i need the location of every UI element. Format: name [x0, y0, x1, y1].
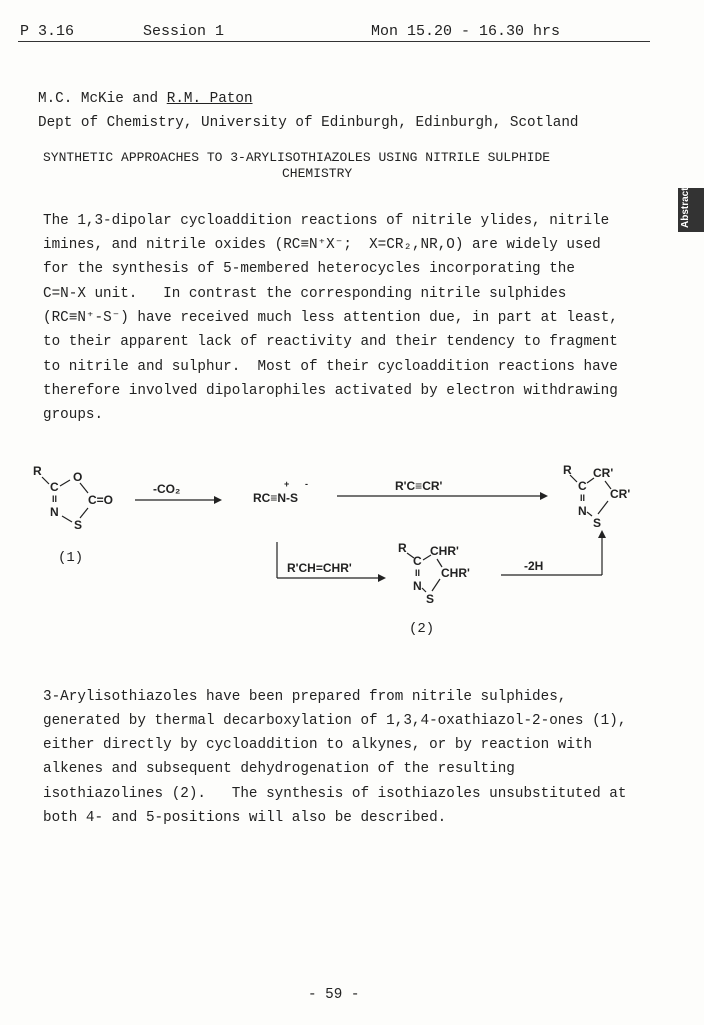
- double-bond: II: [580, 493, 586, 503]
- page-code: P 3.16: [20, 23, 75, 40]
- compound-2-label: (2): [409, 621, 435, 637]
- atom-chr: CHR': [441, 566, 470, 580]
- text-line: 3-Arylisothiazoles have been prepared from nitrile sulphides,: [43, 689, 567, 705]
- author-2: R.M. Paton: [166, 91, 253, 107]
- text-line: C=N-X unit. In contrast the corresponding nitrile sulphides: [43, 286, 567, 302]
- atom-o: O: [73, 470, 83, 484]
- page-number: - 59 -: [308, 987, 360, 1003]
- text-line: generated by thermal decarboxylation of 1,3,4-oxathiazol-2-ones (1),: [43, 713, 627, 729]
- decarboxylation-label: -CO₂: [153, 482, 181, 496]
- atom-r: R: [563, 463, 572, 477]
- nitrile-sulphide: RC≡N-S: [253, 491, 298, 505]
- atom-c: C: [50, 480, 59, 494]
- text-line: to their apparent lack of reactivity and their tendency to fragment: [43, 334, 618, 350]
- atom-r: R: [398, 541, 407, 555]
- atom-r: R: [33, 464, 42, 478]
- minus-charge: -: [305, 479, 308, 489]
- atom-n: N: [50, 505, 59, 519]
- atom-n: N: [578, 504, 587, 518]
- text-line: groups.: [43, 407, 104, 423]
- atom-c: C: [578, 479, 587, 493]
- text-line: both 4- and 5-positions will also be described.: [43, 810, 447, 826]
- text-line: (RC≡N⁺-S⁻) have received much less attention due, in part at least,: [43, 310, 618, 326]
- atom-chr: CHR': [430, 544, 459, 558]
- session-label: Session 1: [143, 23, 225, 40]
- text-line: imines, and nitrile oxides (RC≡N⁺X⁻; X=CR₂,NR,O) are widely used: [43, 237, 601, 253]
- alkyne-reagent: R'C≡CR': [395, 479, 443, 493]
- text-line: therefore involved dipolarophiles activated by electron withdrawing: [43, 383, 618, 399]
- plus-charge: +: [284, 479, 290, 489]
- dehydrogenation-label: -2H: [524, 559, 544, 573]
- side-tab-label: Abstracts: [680, 181, 691, 228]
- atom-n: N: [413, 579, 422, 593]
- alkene-reagent: R'CH=CHR': [287, 561, 352, 575]
- text-line: isothiazolines (2). The synthesis of isothiazoles unsubstituted at: [43, 786, 627, 802]
- atom-cr: CR': [593, 466, 614, 480]
- session-time: Mon 15.20 - 16.30 hrs: [371, 23, 561, 40]
- atom-s: S: [74, 518, 83, 532]
- atom-s: S: [426, 592, 435, 606]
- abstract-title-line-2: CHEMISTRY: [282, 166, 353, 181]
- abstract-title-line-1: SYNTHETIC APPROACHES TO 3-ARYLISOTHIAZOLES USING NITRILE SULPHIDE: [43, 150, 551, 165]
- text-line: to nitrile and sulphur. Most of their cycloaddition reactions have: [43, 359, 618, 375]
- text-line: for the synthesis of 5-membered heterocycles incorporating the: [43, 261, 575, 277]
- carbonyl: C=O: [88, 493, 114, 507]
- double-bond: II: [415, 568, 421, 578]
- affiliation: Dept of Chemistry, University of Edinburgh, Edinburgh, Scotland: [38, 115, 579, 131]
- text-line: either directly by cycloaddition to alkynes, or by reaction with: [43, 737, 593, 753]
- compound-1-label: (1): [58, 550, 84, 566]
- author-1: M.C. McKie: [38, 91, 124, 107]
- atom-s: S: [593, 516, 602, 530]
- atom-c: C: [413, 554, 422, 568]
- authors-and: and: [132, 91, 159, 107]
- double-bond: II: [52, 494, 58, 504]
- text-line: alkenes and subsequent dehydrogenation of the resulting: [43, 761, 515, 777]
- atom-cr: CR': [610, 487, 631, 501]
- text-line: The 1,3-dipolar cycloaddition reactions of nitrile ylides, nitrile: [43, 213, 610, 229]
